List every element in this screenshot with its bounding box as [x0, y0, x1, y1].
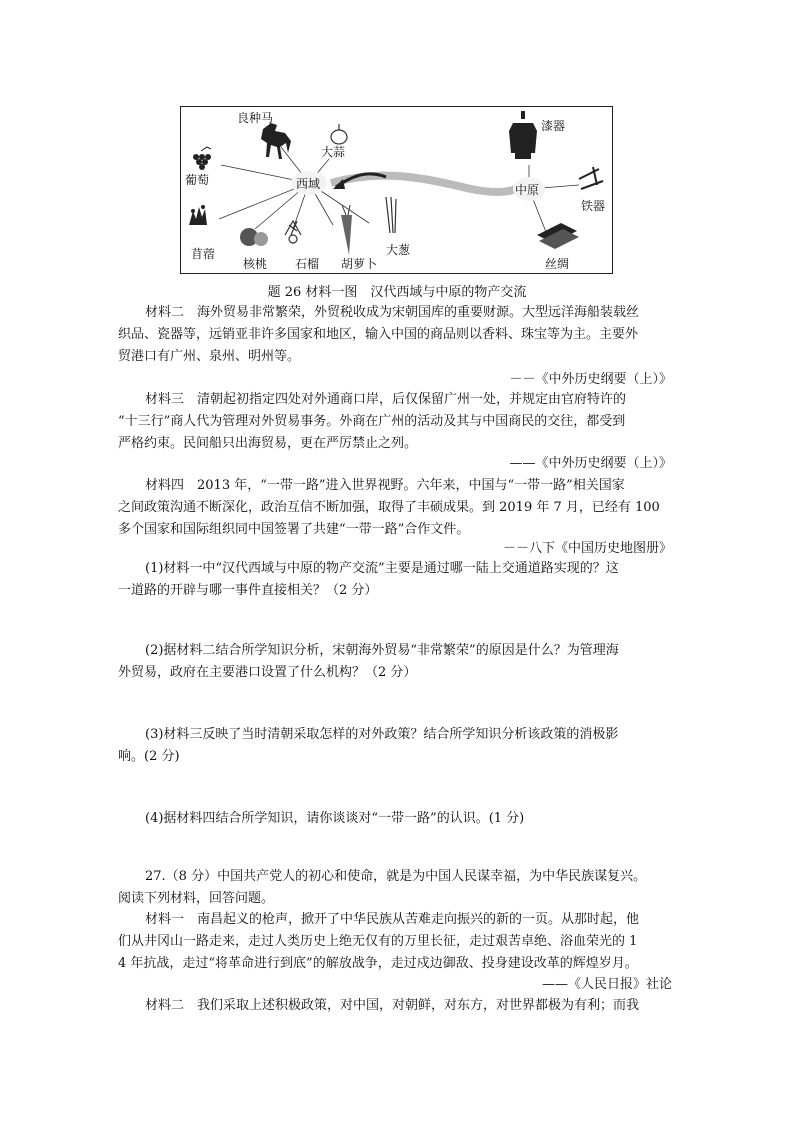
figure-caption: 题 26 材料一图 汉代西域与中原的物产交流	[267, 285, 527, 300]
label-walnut: 核桃	[243, 257, 268, 271]
material-3-source: ——《中外历史纲要（上）》	[509, 456, 672, 471]
material-3-line-1: 材料三 清朝起初指定四处对外通商口岸，后仅保留广州一处，并规定由官府特许的	[145, 392, 627, 407]
label-onion: 大葱	[386, 243, 411, 257]
material-3-line-3: 严格约束。民间船只出海贸易，更在严厉禁止之列。	[118, 436, 418, 451]
lacquer-vessel-icon	[509, 111, 537, 159]
material-2-line-2: 织品、瓷器等，远销亚非许多国家和地区，输入中国的商品则以香料、珠宝等为主。主要外	[118, 327, 639, 342]
alfalfa-icon	[189, 205, 207, 225]
label-zhongyuan: 中原	[515, 183, 540, 197]
question-1-line-2: 一道路的开辟与哪一事件直接相关？（2 分）	[118, 583, 378, 598]
question-1-line-1: (1)材料一中“汉代西域与中原的物产交流”主要是通过哪一陆上交通道路实现的？这	[145, 561, 619, 576]
material-3-line-2: “十三行”商人代为管理对外贸易事务。外商在广州的活动及其与中国商民的交往，都受到	[118, 414, 626, 429]
question-27-line-2: 阅读下列材料，回答问题。	[118, 891, 275, 906]
question-27-line-1: 27.（8 分）中国共产党人的初心和使命，就是为中国人民谋幸福，为中华民族谋复兴。	[145, 869, 647, 884]
label-silk: 丝绸	[545, 257, 570, 271]
silk-icon	[537, 223, 579, 249]
question-3-line-2: 响。(2 分)	[118, 749, 180, 764]
walnut-icon	[240, 228, 268, 246]
label-xiyu: 西域	[296, 177, 321, 191]
material-2-source: －－《中外历史纲要（上）》	[509, 372, 672, 387]
label-iron: 铁器	[581, 199, 606, 213]
q27-material-1-line-2: 们从井冈山一路走来，走过人类历史上绝无仅有的万里长征，走过艰苦卓绝、浴血荣光的 1	[118, 934, 638, 949]
label-alfalfa: 苜蓿	[191, 247, 216, 261]
q27-material-2-line-1: 材料二 我们采取上述积极政策，对中国，对朝鲜，对东方，对世界都极为有利；而我	[145, 998, 640, 1013]
q27-material-1-source: ——《人民日报》社论	[541, 977, 672, 992]
material-2-line-3: 贸港口有广州、泉州、明州等。	[118, 349, 301, 364]
label-garlic: 大蒜	[321, 145, 346, 159]
pomegranate-icon	[285, 221, 301, 243]
question-2-line-1: (2)据材料二结合所学知识分析，宋朝海外贸易“非常繁荣”的原因是什么？为管理海	[145, 643, 619, 658]
label-carrot: 胡萝卜	[341, 257, 378, 271]
material-4-line-3: 多个国家和国际组织同中国签署了共建“一带一路”合作文件。	[118, 522, 470, 537]
material-2-line-1: 材料二 海外贸易非常繁荣，外贸税收成为宋朝国库的重要财源。大型远洋海船装载丝	[145, 305, 640, 320]
iron-tools-icon	[579, 167, 603, 189]
material-4-line-2: 之间政策沟通不断深化，政治互信不断加强，取得了丰硕成果。到 2019 年 7 月，已经有 100	[118, 500, 660, 515]
label-horse: 良种马	[237, 111, 274, 125]
grape-icon	[193, 147, 211, 170]
material-4-source: －－八下《中国历史地图册》	[502, 541, 672, 556]
q27-material-1-line-1: 材料一 南昌起义的枪声，掀开了中华民族从苦难走向振兴的新的一页。从那时起，他	[145, 912, 640, 927]
road-band	[331, 176, 516, 192]
garlic-icon	[331, 124, 347, 144]
q27-material-1-line-3: 4 年抗战，走过“将革命进行到底”的解放战争，走过戍边御敌、投身建设改革的辉煌岁月。	[118, 956, 638, 971]
label-grape: 葡萄	[185, 173, 210, 187]
label-pomegranate: 石榴	[295, 257, 320, 271]
question-4-line-1: (4)据材料四结合所学知识，请你谈谈对“一带一路”的认识。(1 分)	[145, 811, 525, 826]
label-lacquer: 漆器	[541, 119, 566, 133]
onion-icon	[386, 197, 396, 233]
question-2-line-2: 外贸易，政府在主要港口设置了什么机构？（2 分）	[118, 665, 417, 680]
exchange-figure	[180, 106, 613, 274]
material-4-line-1: 材料四 2013 年，“一带一路”进入世界视野。六年来，中国与“一带一路”相关国家	[145, 478, 625, 493]
carrot-icon	[341, 205, 352, 255]
question-3-line-1: (3)材料三反映了当时清朝采取怎样的对外政策？结合所学知识分析该政策的消极影	[145, 727, 619, 742]
